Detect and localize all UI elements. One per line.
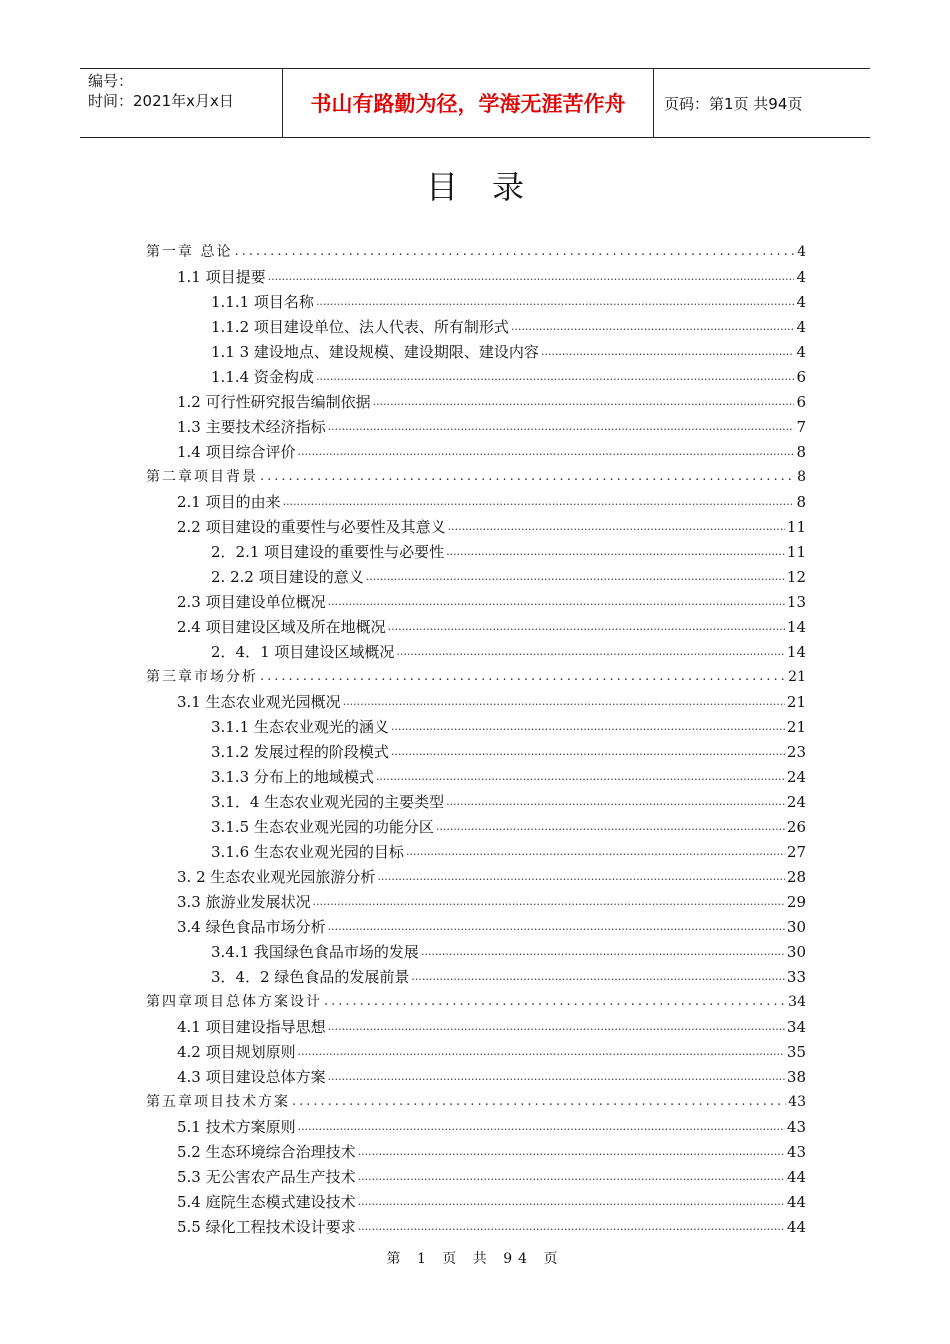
toc-entry[interactable] — [146, 1211, 806, 1236]
toc-entry-page: 38 — [786, 1068, 806, 1086]
toc-entry-page: 21 — [788, 669, 806, 685]
toc-entry-title: 5.1 技术方案原则 — [177, 1118, 296, 1136]
toc-entry-title: 1.1.2 项目建设单位、法人代表、所有制形式 — [211, 318, 509, 336]
toc-leader-dots — [541, 343, 795, 361]
toc-entry-page: 28 — [786, 868, 806, 886]
header-page-label: 页码：第1页 共94页 — [664, 94, 803, 113]
toc-entry[interactable] — [146, 886, 806, 911]
toc-leader-dots — [358, 1168, 785, 1186]
toc-entry-title: 5.4 庭院生态模式建设技术 — [177, 1193, 356, 1211]
toc-entry-page: 8 — [796, 443, 806, 461]
toc-entry[interactable] — [146, 1161, 806, 1186]
toc-entry-title: 第三章市场分析 — [146, 669, 258, 685]
toc-leader-dots — [406, 843, 785, 861]
toc-leader-dots — [377, 868, 785, 886]
toc-entry[interactable] — [146, 361, 806, 386]
toc-leader-dots — [292, 1093, 786, 1111]
toc-entry-page: 27 — [786, 843, 806, 861]
toc-entry-page: 33 — [786, 968, 806, 986]
toc-entry-title: 1.2 可行性研究报告编制依据 — [177, 393, 371, 411]
toc-entry-title: 5.5 绿化工程技术设计要求 — [177, 1218, 356, 1236]
toc-entry-title: 1.1.4 资金构成 — [211, 368, 314, 386]
toc-entry-title: 2.4 项目建设区域及所在地概况 — [177, 618, 386, 636]
toc-entry[interactable] — [146, 561, 806, 586]
toc-entry[interactable] — [146, 761, 806, 786]
toc-entry-page: 8 — [796, 493, 806, 511]
toc-entry-title: 2.3 项目建设单位概况 — [177, 593, 326, 611]
toc-entry[interactable] — [146, 586, 806, 611]
toc-entry-page: 30 — [786, 943, 806, 961]
toc-entry-page: 34 — [786, 1018, 806, 1036]
toc-entry-title: 3.1.2 发展过程的阶段模式 — [211, 743, 389, 761]
toc-entry[interactable] — [146, 486, 806, 511]
toc-entry-page: 6 — [796, 368, 806, 386]
toc-leader-dots — [324, 993, 786, 1011]
toc-entry-title: 1.1.1 项目名称 — [211, 293, 314, 311]
toc-entry-page: 4 — [796, 268, 806, 286]
toc-leader-dots — [234, 243, 795, 261]
toc-entry[interactable] — [146, 1011, 806, 1036]
toc-entry-title: 3．4．2 绿色食品的发展前景 — [211, 968, 410, 986]
toc-leader-dots — [298, 1043, 785, 1061]
toc-entry-page: 29 — [786, 893, 806, 911]
toc-entry-page: 23 — [786, 743, 806, 761]
toc-leader-dots — [328, 418, 795, 436]
toc-entry-page: 35 — [786, 1043, 806, 1061]
toc-entry-title: 第二章项目背景 — [146, 469, 258, 485]
toc-entry-title: 3.4 绿色食品市场分析 — [177, 918, 326, 936]
toc-leader-dots — [328, 1068, 785, 1086]
toc-entry[interactable] — [146, 436, 806, 461]
toc-entry-page: 8 — [797, 469, 806, 485]
toc-leader-dots — [328, 1018, 785, 1036]
toc-entry[interactable] — [146, 736, 806, 761]
toc-chapter-entry[interactable] — [146, 236, 806, 261]
header-info-cell — [80, 69, 282, 137]
toc-leader-dots — [260, 668, 786, 686]
toc-entry-title: 第五章项目技术方案 — [146, 1094, 290, 1110]
toc-entry[interactable] — [146, 311, 806, 336]
toc-entry-page: 12 — [786, 568, 806, 586]
toc-leader-dots — [313, 893, 785, 911]
toc-entry-page: 43 — [786, 1118, 806, 1136]
toc-entry-title: 5.3 无公害农产品生产技术 — [177, 1168, 356, 1186]
toc-entry-title: 1.4 项目综合评价 — [177, 443, 296, 461]
toc-leader-dots — [448, 518, 785, 536]
toc-entry-title: 1.1 项目提要 — [177, 268, 266, 286]
toc-entry-title: 3.1．4 生态农业观光园的主要类型 — [211, 793, 445, 811]
toc-leader-dots — [343, 693, 785, 711]
toc-entry-title: 4.2 项目规划原则 — [177, 1043, 296, 1061]
toc-entry-page: 24 — [786, 793, 806, 811]
header-motto: 书山有路勤为径，学海无涯苦作舟 — [282, 69, 654, 137]
toc-entry-title: 2. 2.2 项目建设的意义 — [211, 568, 364, 586]
toc-entry-page: 44 — [786, 1218, 806, 1236]
toc-entry[interactable] — [146, 1111, 806, 1136]
toc-entry[interactable] — [146, 861, 806, 886]
toc-entry-page: 21 — [786, 693, 806, 711]
toc-entry[interactable] — [146, 336, 806, 361]
toc-leader-dots — [298, 1118, 785, 1136]
toc-leader-dots — [391, 743, 785, 761]
toc-entry-title: 1.3 主要技术经济指标 — [177, 418, 326, 436]
toc-entry[interactable] — [146, 936, 806, 961]
toc-chapter-entry[interactable] — [146, 461, 806, 486]
toc-entry-page: 7 — [796, 418, 806, 436]
toc-leader-dots — [373, 393, 795, 411]
toc-entry-page: 14 — [786, 618, 806, 636]
toc-entry-title: 第四章项目总体方案设计 — [146, 994, 322, 1010]
toc-leader-dots — [446, 793, 785, 811]
page-header — [80, 68, 870, 138]
toc-leader-dots — [421, 943, 785, 961]
toc-entry-title: 2.2 项目建设的重要性与必要性及其意义 — [177, 518, 446, 536]
toc-entry[interactable] — [146, 1061, 806, 1086]
toc-entry-page: 4 — [796, 343, 806, 361]
toc-entry-page: 24 — [786, 768, 806, 786]
toc-entry-page: 11 — [786, 543, 806, 561]
toc-entry-page: 4 — [796, 318, 806, 336]
toc-leader-dots — [328, 918, 785, 936]
toc-entry[interactable] — [146, 961, 806, 986]
toc-leader-dots — [260, 468, 795, 486]
toc-entry-title: 3.1.3 分布上的地域模式 — [211, 768, 374, 786]
toc-entry-title: 第一章 总论 — [146, 244, 233, 260]
toc-entry[interactable] — [146, 836, 806, 861]
toc-entry-title: 3.1 生态农业观光园概况 — [177, 693, 341, 711]
toc-entry-page: 21 — [786, 718, 806, 736]
toc-leader-dots — [316, 368, 795, 386]
toc-leader-dots — [511, 318, 795, 336]
toc-entry[interactable] — [146, 611, 806, 636]
toc-entry-title: 5.2 生态环境综合治理技术 — [177, 1143, 356, 1161]
toc-entry[interactable] — [146, 811, 806, 836]
toc-entry[interactable] — [146, 686, 806, 711]
toc-leader-dots — [376, 768, 785, 786]
toc-entry-page: 11 — [786, 518, 806, 536]
toc-leader-dots — [436, 818, 785, 836]
toc-entry-title: 4.1 项目建设指导思想 — [177, 1018, 326, 1036]
table-of-contents — [146, 236, 806, 1236]
page-title: 目录 — [425, 168, 558, 206]
toc-entry[interactable] — [146, 711, 806, 736]
toc-entry-title: 3. 2 生态农业观光园旅游分析 — [177, 868, 376, 886]
toc-entry[interactable] — [146, 1036, 806, 1061]
toc-entry-page: 6 — [796, 393, 806, 411]
toc-entry[interactable] — [146, 411, 806, 436]
toc-entry-page: 43 — [786, 1143, 806, 1161]
toc-entry[interactable] — [146, 1186, 806, 1211]
toc-chapter-entry[interactable] — [146, 1086, 806, 1111]
toc-leader-dots — [411, 968, 785, 986]
toc-entry-page: 14 — [786, 643, 806, 661]
toc-entry[interactable] — [146, 286, 806, 311]
toc-entry-title: 3.1.6 生态农业观光园的目标 — [211, 843, 404, 861]
toc-entry[interactable] — [146, 1136, 806, 1161]
toc-entry[interactable] — [146, 261, 806, 286]
toc-leader-dots — [268, 268, 795, 286]
toc-leader-dots — [358, 1193, 785, 1211]
toc-entry[interactable] — [146, 636, 806, 661]
toc-entry-title: 3.1.1 生态农业观光的涵义 — [211, 718, 389, 736]
toc-leader-dots — [446, 543, 785, 561]
toc-entry-page: 30 — [786, 918, 806, 936]
toc-chapter-entry[interactable] — [146, 986, 806, 1011]
toc-entry-page: 26 — [786, 818, 806, 836]
toc-entry-title: 2.1 项目的由来 — [177, 493, 281, 511]
toc-entry-page: 44 — [786, 1168, 806, 1186]
toc-entry[interactable] — [146, 786, 806, 811]
toc-entry-page: 13 — [786, 593, 806, 611]
toc-leader-dots — [283, 493, 795, 511]
toc-entry-title: 2．4．1 项目建设区域概况 — [211, 643, 395, 661]
toc-leader-dots — [396, 643, 785, 661]
toc-leader-dots — [316, 293, 795, 311]
toc-entry-page: 43 — [788, 1094, 806, 1110]
toc-leader-dots — [391, 718, 785, 736]
toc-entry-title: 3.1.5 生态农业观光园的功能分区 — [211, 818, 434, 836]
toc-leader-dots — [388, 618, 785, 636]
toc-leader-dots — [358, 1143, 785, 1161]
toc-entry-page: 4 — [796, 293, 806, 311]
document-number-label: 编号： — [88, 72, 134, 90]
toc-entry-title: 3.3 旅游业发展状况 — [177, 893, 311, 911]
toc-entry-title: 4.3 项目建设总体方案 — [177, 1068, 326, 1086]
toc-leader-dots — [358, 1218, 785, 1236]
toc-leader-dots — [366, 568, 785, 586]
toc-leader-dots — [298, 443, 795, 461]
toc-entry-page: 4 — [797, 244, 806, 260]
toc-leader-dots — [328, 593, 785, 611]
toc-chapter-entry[interactable] — [146, 661, 806, 686]
toc-entry[interactable] — [146, 386, 806, 411]
toc-entry[interactable] — [146, 911, 806, 936]
toc-entry-page: 44 — [786, 1193, 806, 1211]
toc-entry-page: 34 — [788, 994, 806, 1010]
document-date-label: 时间：2021年x月x日 — [88, 92, 234, 110]
toc-entry[interactable] — [146, 511, 806, 536]
toc-entry[interactable] — [146, 536, 806, 561]
toc-entry-title: 1.1 3 建设地点、建设规模、建设期限、建设内容 — [211, 343, 539, 361]
toc-entry-title: 2．2.1 项目建设的重要性与必要性 — [211, 543, 445, 561]
toc-entry-title: 3.4.1 我国绿色食品市场的发展 — [211, 943, 419, 961]
page-footer: 第 1 页 共 94 页 — [386, 1251, 564, 1267]
